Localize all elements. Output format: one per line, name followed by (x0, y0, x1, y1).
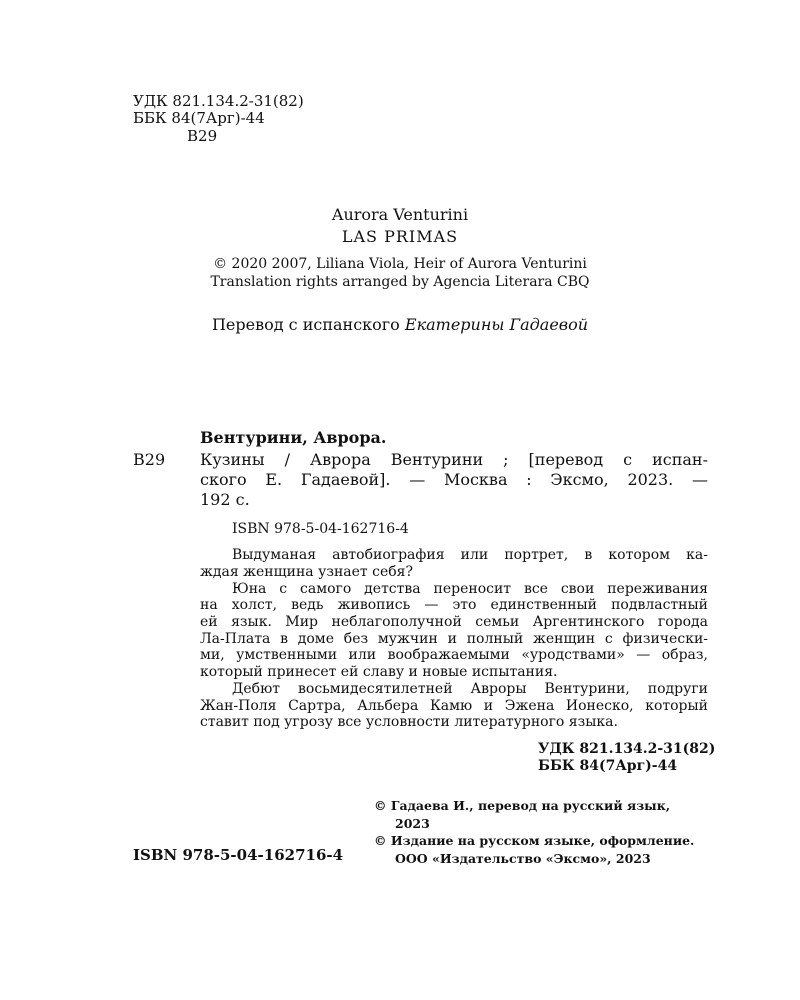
annotation-line: Дебют восьмидесятилетней Авроры Вентурини, подруги (232, 681, 708, 697)
catalog-desc-line: Кузины / Аврора Вентурини ; [перевод с испан- (200, 450, 708, 469)
footer-copyright-line: ООО «Издательство «Эксмо», 2023 (395, 851, 651, 866)
annotation-line: Ла-Плата в доме без мужчин и полный женщин с физически- (200, 631, 708, 647)
original-author: Aurora Venturini (331, 205, 469, 224)
catalog-author-heading: Вентурини, Аврора. (200, 428, 387, 447)
footer-copyright-line: © Гадаева И., перевод на русский язык, (374, 798, 671, 813)
annotation-line: ей язык. Мир неблагополучной семьи Аргентинского города (200, 614, 708, 630)
annotation-line: ми, умственными или воображаемыми «уродствами» — образ, (200, 647, 708, 663)
catalog-bbk: ББК 84(7Арг)-44 (538, 758, 678, 774)
translator-line (0, 316, 800, 334)
annotation-line: который принесет ей славу и новые испытания. (200, 664, 558, 680)
original-title: LAS PRIMAS (341, 227, 459, 246)
footer-copyright-line: © Издание на русском языке, оформление. (374, 833, 695, 848)
original-copyright: © 2020 2007, Liliana Viola, Heir of Aurora Venturini (213, 256, 587, 272)
annotation-line: ставит под угрозу все условности литературного языка. (200, 714, 618, 730)
catalog-udk: УДК 821.134.2-31(82) (538, 741, 716, 757)
translator-prefix: Перевод с испанского (211, 315, 400, 334)
footer-isbn: ISBN 978-5-04-162716-4 (133, 846, 344, 864)
footer-copyright-line: 2023 (395, 816, 430, 831)
catalog-author-code: В29 (133, 450, 166, 469)
annotation-line: ждая женщина узнает себя? (200, 564, 414, 580)
header-bbk: ББК 84(7Арг)-44 (133, 109, 265, 127)
header-udk: УДК 821.134.2-31(82) (133, 92, 304, 110)
catalog-isbn: ISBN 978-5-04-162716-4 (232, 521, 409, 537)
annotation-line: на холст, ведь живопись — это единственный подвластный (200, 597, 708, 613)
annotation-line: Выдуманая автобиография или портрет, в котором ка- (232, 547, 708, 563)
annotation-line: Юна с самого детства переносит все свои переживания (232, 581, 708, 597)
translation-rights: Translation rights arranged by Agencia Literara CBQ (210, 274, 590, 290)
catalog-desc-line: ского Е. Гадаевой]. — Москва : Эксмо, 2023. — (200, 470, 708, 489)
header-author-code: В29 (187, 127, 218, 145)
translator-name: Екатерины Гадаевой (404, 315, 589, 334)
annotation-line: Жан-Поля Сартра, Альбера Камю и Эжена Ионеско, который (200, 698, 708, 714)
catalog-desc-line: 192 с. (200, 490, 250, 509)
